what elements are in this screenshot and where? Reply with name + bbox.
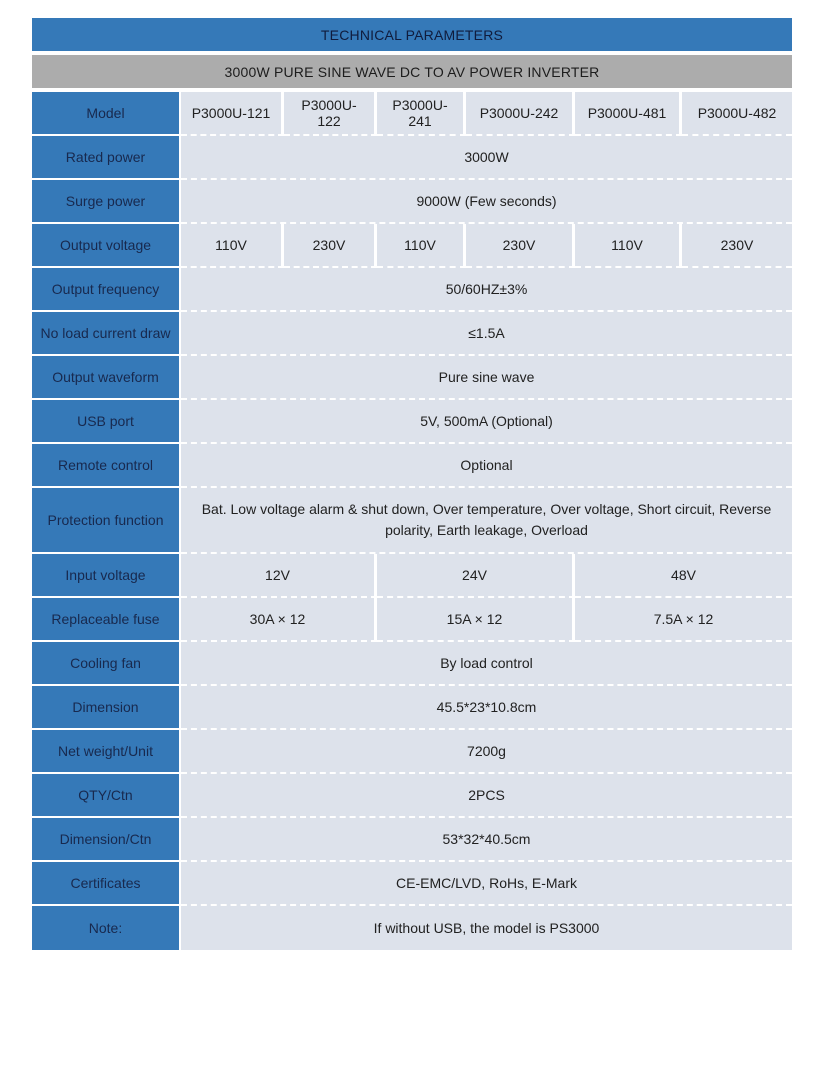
spec-value: 50/60HZ±3% — [181, 268, 792, 312]
row-label: No load current draw — [32, 312, 181, 356]
row-label: Dimension/Ctn — [32, 818, 181, 862]
model-value: P3000U-241 — [377, 92, 466, 136]
spec-value: By load control — [181, 642, 792, 686]
spec-row-model — [32, 92, 792, 136]
model-value: P3000U-482 — [682, 92, 792, 136]
spec-row-protection-function — [32, 488, 792, 554]
spec-value: 110V — [377, 224, 466, 268]
model-value: P3000U-481 — [575, 92, 682, 136]
spec-value: 15A × 12 — [377, 598, 575, 642]
spec-row-net-weight — [32, 730, 792, 774]
spec-row-replaceable-fuse — [32, 598, 792, 642]
spec-row-surge-power — [32, 180, 792, 224]
row-label: Rated power — [32, 136, 181, 180]
row-label: Model — [32, 92, 181, 136]
spec-row-rated-power — [32, 136, 792, 180]
spec-value: Optional — [181, 444, 792, 488]
spec-value: 48V — [575, 554, 792, 598]
spec-value: 7.5A × 12 — [575, 598, 792, 642]
spec-row-dimension-ctn — [32, 818, 792, 862]
spec-value: 230V — [284, 224, 377, 268]
spec-value: 45.5*23*10.8cm — [181, 686, 792, 730]
spec-row-output-waveform — [32, 356, 792, 400]
spec-value: 5V, 500mA (Optional) — [181, 400, 792, 444]
spec-value: 24V — [377, 554, 575, 598]
row-label: Replaceable fuse — [32, 598, 181, 642]
spec-value: 230V — [466, 224, 575, 268]
spec-value: 7200g — [181, 730, 792, 774]
table-title: TECHNICAL PARAMETERS — [320, 26, 504, 43]
spec-value: 3000W — [181, 136, 792, 180]
spec-value: ≤1.5A — [181, 312, 792, 356]
row-label: Note: — [32, 906, 181, 950]
spec-row-output-voltage — [32, 224, 792, 268]
spec-row-remote-control — [32, 444, 792, 488]
row-label: Input voltage — [32, 554, 181, 598]
row-label: QTY/Ctn — [32, 774, 181, 818]
spec-row-output-frequency — [32, 268, 792, 312]
spec-row-no-load-current — [32, 312, 792, 356]
spec-row-usb-port — [32, 400, 792, 444]
model-value: P3000U-121 — [181, 92, 284, 136]
spec-value: If without USB, the model is PS3000 — [181, 906, 792, 950]
row-label: Output voltage — [32, 224, 181, 268]
model-value: P3000U-122 — [284, 92, 377, 136]
spec-value: Bat. Low voltage alarm & shut down, Over temperature, Over voltage, Short circuit, Reverse polarity, Earth leakage, Overload — [181, 488, 792, 554]
spec-value: 230V — [682, 224, 792, 268]
row-label: Protection function — [32, 488, 181, 554]
row-label: Cooling fan — [32, 642, 181, 686]
product-title-bar — [32, 55, 792, 88]
table-title-bar — [32, 18, 792, 51]
spec-value: 9000W (Few seconds) — [181, 180, 792, 224]
row-label: Certificates — [32, 862, 181, 906]
row-label: Dimension — [32, 686, 181, 730]
spec-row-qty-ctn — [32, 774, 792, 818]
spec-sheet — [32, 18, 792, 950]
spec-value: 2PCS — [181, 774, 792, 818]
spec-value: 12V — [181, 554, 377, 598]
spec-value: Pure sine wave — [181, 356, 792, 400]
spec-value: 30A × 12 — [181, 598, 377, 642]
spec-table — [32, 92, 792, 950]
spec-value: 110V — [181, 224, 284, 268]
row-label: Surge power — [32, 180, 181, 224]
spec-row-input-voltage — [32, 554, 792, 598]
spec-value: 110V — [575, 224, 682, 268]
row-label: Remote control — [32, 444, 181, 488]
spec-row-cooling-fan — [32, 642, 792, 686]
spec-row-note — [32, 906, 792, 950]
row-label: Output waveform — [32, 356, 181, 400]
row-label: USB port — [32, 400, 181, 444]
product-title: 3000W PURE SINE WAVE DC TO AV POWER INVERTER — [224, 63, 600, 80]
row-label: Output frequency — [32, 268, 181, 312]
spec-value: 53*32*40.5cm — [181, 818, 792, 862]
model-value: P3000U-242 — [466, 92, 575, 136]
row-label: Net weight/Unit — [32, 730, 181, 774]
spec-value: CE-EMC/LVD, RoHs, E-Mark — [181, 862, 792, 906]
spec-row-dimension — [32, 686, 792, 730]
spec-row-certificates — [32, 862, 792, 906]
